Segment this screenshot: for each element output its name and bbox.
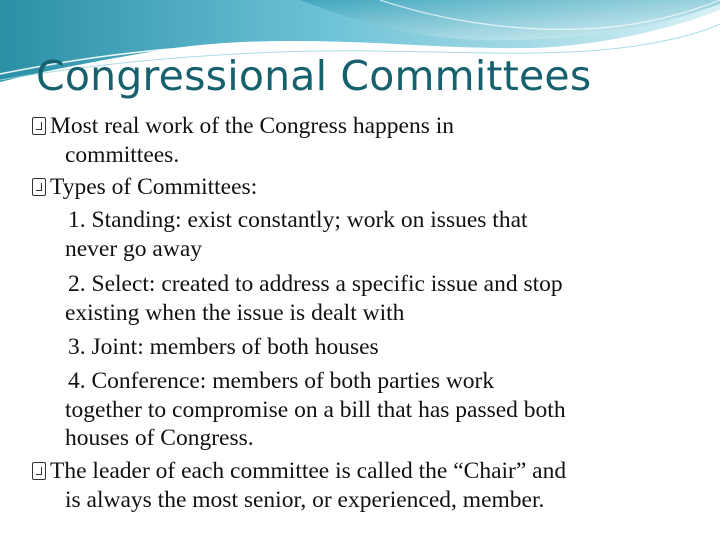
unsupported-glyph-icon [32,178,46,196]
line-continuation: houses of Congress. [65,425,254,451]
sub-item: 4. Conference: members of both parties work [68,368,495,394]
line-continuation: never go away [65,236,203,262]
bullet-item [32,173,257,201]
line-text: Types of Committees: [50,174,258,200]
line-continuation: is always the most senior, or experienced, member. [65,487,545,513]
line-continuation: existing when the issue is dealt with [65,300,405,326]
sub-item: 1. Standing: exist constantly; work on issues that [68,207,528,233]
unsupported-glyph-icon [32,462,46,480]
bullet-item [32,112,454,140]
line-continuation: committees. [65,142,180,168]
slide-title: Congressional Committees [36,52,592,100]
sub-item: 3. Joint: members of both houses [68,334,379,360]
line-text: Most real work of the Congress happens in [50,113,454,139]
sub-item: 2. Select: created to address a specific issue and stop [68,271,563,297]
bullet-item [32,457,566,485]
unsupported-glyph-icon [32,117,46,135]
line-continuation: together to compromise on a bill that has passed both [65,397,566,423]
line-text: The leader of each committee is called the “Chair” and [50,458,567,484]
